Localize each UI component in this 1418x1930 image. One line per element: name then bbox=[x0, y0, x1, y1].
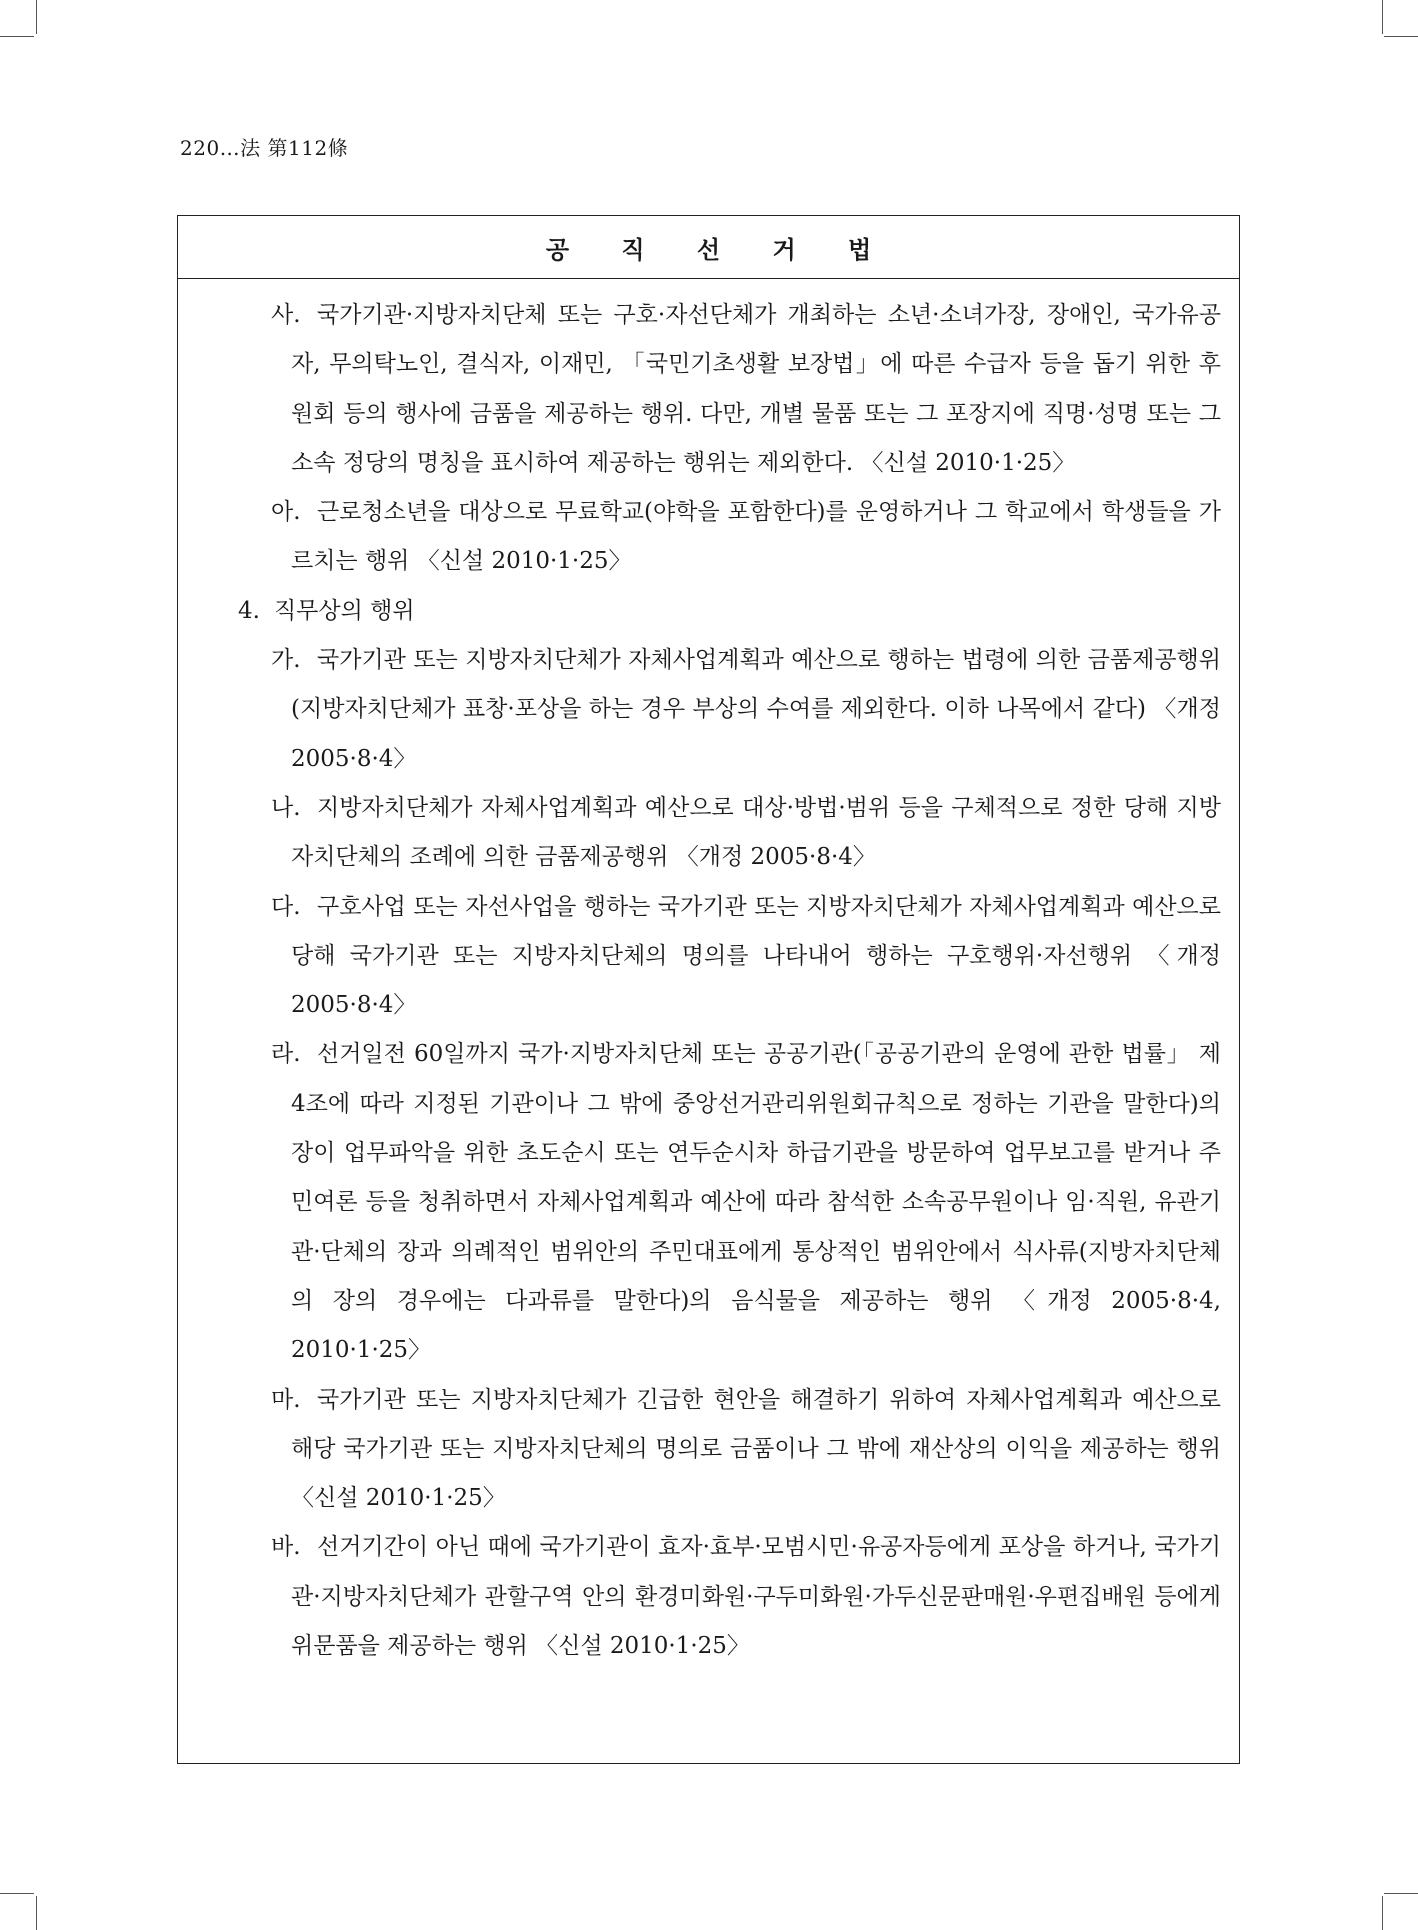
item-text: 근로청소년을 대상으로 무료학교(야학을 포함한다)를 운영하거나 그 학교에서 학생들을 가르치는 행위 〈신설 2010·1·25〉 bbox=[291, 499, 1221, 575]
item-marker: 바. bbox=[271, 1534, 301, 1561]
item-marker: 아. bbox=[271, 499, 301, 526]
crop-mark bbox=[36, 1896, 37, 1930]
list-item bbox=[271, 883, 1221, 1031]
crop-mark bbox=[1384, 36, 1418, 37]
item-text: 국가기관 또는 지방자치단체가 자체사업계획과 예산으로 행하는 법령에 의한 금품제공행위(지방자치단체가 표창·포상을 하는 경우 부상의 수여를 제외한다. 이하 나목에서 같다) 〈개정 2005·8·4〉 bbox=[291, 647, 1221, 772]
box-title-bar bbox=[178, 216, 1239, 279]
crop-mark bbox=[0, 36, 34, 37]
crop-mark bbox=[1382, 1896, 1383, 1930]
item-marker: 나. bbox=[271, 794, 301, 821]
heading-text: 직무상의 행위 bbox=[273, 597, 415, 624]
item-text: 지방자치단체가 자체사업계획과 예산으로 대상·방법·범위 등을 구체적으로 정한 당해 지방자치단체의 조례에 의한 금품제공행위 〈개정 2005·8·4〉 bbox=[291, 794, 1221, 871]
item-text: 선거기간이 아닌 때에 국가기관이 효자·효부·모범시민·유공자등에게 포상을 하거나, 국가기관·지방자치단체가 관할구역 안의 환경미화원·구두미화원·가두신문판매원·우편집배원 등에게 위문품을 제공하는 행위 〈신설 2010·1·25〉 bbox=[291, 1534, 1221, 1660]
item-marker: 가. bbox=[271, 647, 301, 674]
item-text: 국가기관·지방자치단체 또는 구호·자선단체가 개최하는 소년·소녀가장, 장애인, 국가유공자, 무의탁노인, 결식자, 이재민, 「국민기초생활 보장법」에 따른 수급자 등을 돕기 위한 후원회 등의 행사에 금품을 제공하는 행위. 다만, 개별 물품 또는 그 포장지에 직명·성명 또는 그 소속 정당의 명칭을 표시하여 제공하는 행위는 제외한다. 〈신설 2010·1·25〉 bbox=[291, 302, 1221, 476]
item-marker: 다. bbox=[271, 893, 301, 920]
item-marker: 라. bbox=[271, 1041, 301, 1068]
numbered-heading bbox=[238, 587, 1239, 636]
box-title: 공 직 선 거 법 bbox=[545, 235, 894, 264]
list-item bbox=[271, 636, 1221, 784]
item-marker: 사. bbox=[271, 302, 301, 328]
crop-mark bbox=[1382, 0, 1383, 34]
crop-mark bbox=[1384, 1893, 1418, 1894]
list-item bbox=[271, 1376, 1221, 1524]
heading-number: 4. bbox=[238, 597, 260, 624]
law-text-box bbox=[177, 215, 1240, 1764]
item-text: 구호사업 또는 자선사업을 행하는 국가기관 또는 지방자치단체가 자체사업계획과 예산으로 당해 국가기관 또는 지방자치단체의 명의를 나타내어 행하는 구호행위·자선행위 〈개정 2005·8·4〉 bbox=[291, 893, 1221, 1019]
list-item bbox=[271, 1523, 1221, 1671]
law-content bbox=[178, 279, 1239, 1671]
item-text: 국가기관 또는 지방자치단체가 긴급한 현안을 해결하기 위하여 자체사업계획과 예산으로 해당 국가기관 또는 지방자치단체의 명의로 금품이나 그 밖에 재산상의 이익을 제공하는 행위 〈신설 2010·1·25〉 bbox=[291, 1386, 1221, 1512]
crop-mark bbox=[36, 0, 37, 34]
item-marker: 마. bbox=[271, 1386, 301, 1413]
list-item bbox=[271, 291, 1221, 488]
item-text: 선거일전 60일까지 국가·지방자치단체 또는 공공기관(「공공기관의 운영에 관한 법률」 제4조에 따라 지정된 기관이나 그 밖에 중앙선거관리위원회규칙으로 정하는 기관을 말한다)의 장이 업무파악을 위한 초도순시 또는 연두순시차 하급기관을 방문하여 업무보고를 받거나 주민여론 등을 청취하면서 자체사업계획과 예산에 따라 참석한 소속공무원이나 임·직원, 유관기관·단체의 장과 의례적인 범위안의 주민대표에게 통상적인 범위안에서 식사류(지방자치단체의 장의 경우에는 다과류를 말한다)의 음식물을 제공하는 행위 〈개정 2005·8·4, 2010·1·25〉 bbox=[291, 1041, 1221, 1364]
list-item bbox=[271, 1030, 1221, 1375]
crop-mark bbox=[0, 1893, 34, 1894]
list-item bbox=[271, 488, 1221, 587]
list-item bbox=[271, 784, 1221, 883]
page-header: 220…法 第112條 bbox=[180, 136, 349, 160]
